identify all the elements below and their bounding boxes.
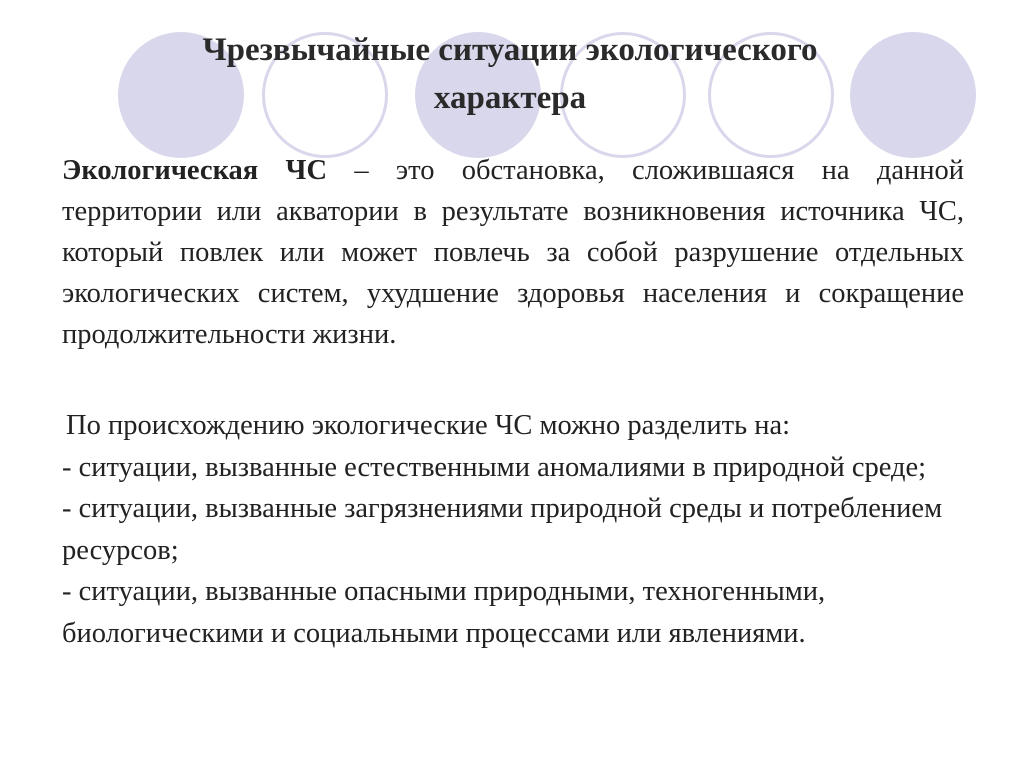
classification-intro: По происхождению экологические ЧС можно разделить на: xyxy=(66,410,791,441)
definition-text: – это обстановка, сложившаяся на данной территории или акватории в результате возникновения источника ЧС, который повлек или может повлечь за собой разрушение отдельных экологических систем, ухудшение здоровья населения и сокращение продолжительности жизни. xyxy=(62,155,964,350)
classification-item: - ситуации, вызванные опасными природными, техногенными, биологическими и социальными процессами или явлениями. xyxy=(62,576,826,649)
definition-term: Экологическая ЧС xyxy=(62,155,328,186)
title-line-2: характера xyxy=(433,80,587,116)
title-line-1: Чрезвычайные ситуации экологического xyxy=(202,32,818,68)
classification-item: - ситуации, вызванные естественными аномалиями в природной среде; xyxy=(62,451,927,483)
classification-block xyxy=(62,405,964,654)
slide-title xyxy=(100,26,920,122)
definition-paragraph xyxy=(62,150,964,355)
classification-item: - ситуации, вызванные загрязнениями природной среды и потреблением ресурсов; xyxy=(62,493,943,566)
